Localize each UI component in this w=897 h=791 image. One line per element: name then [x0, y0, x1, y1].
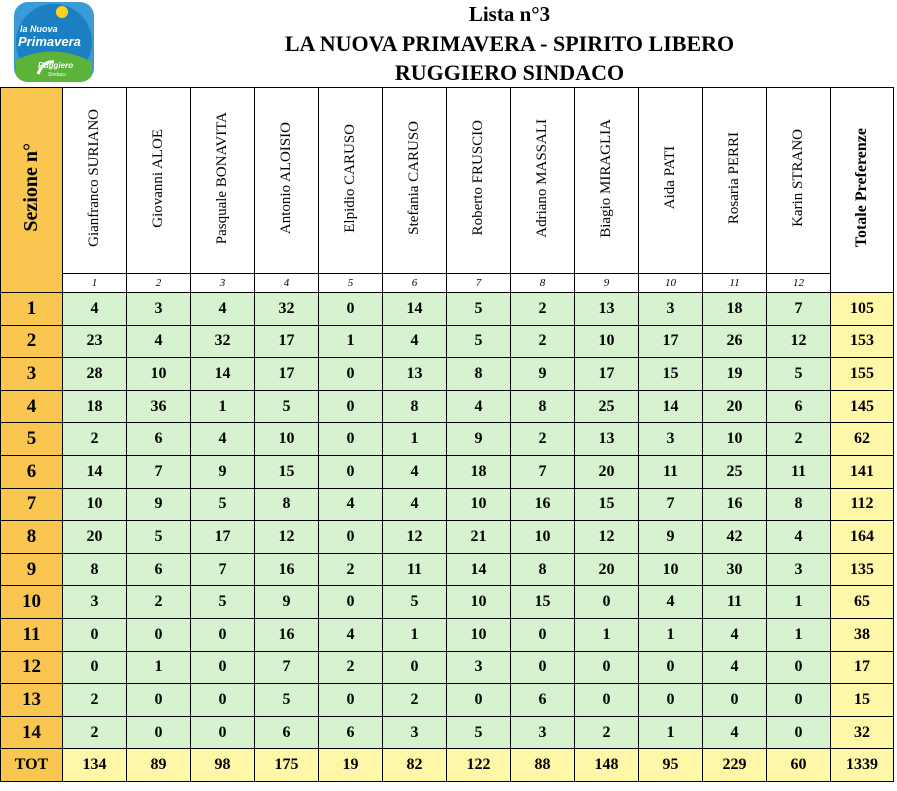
vote-cell: 8 [767, 488, 831, 521]
vote-cell: 17 [255, 358, 319, 391]
row-total: 65 [831, 586, 894, 619]
vote-cell: 15 [255, 455, 319, 488]
column-total: 122 [447, 749, 511, 782]
vote-cell: 12 [255, 521, 319, 554]
vote-cell: 3 [447, 651, 511, 684]
vote-cell: 0 [191, 684, 255, 717]
candidate-number: 9 [575, 274, 639, 293]
vote-cell: 4 [383, 488, 447, 521]
vote-cell: 32 [191, 325, 255, 358]
section-number: 9 [1, 553, 63, 586]
vote-cell: 10 [703, 423, 767, 456]
vote-cell: 20 [703, 390, 767, 423]
vote-cell: 0 [127, 716, 191, 749]
vote-cell: 5 [447, 325, 511, 358]
vote-cell: 0 [511, 618, 575, 651]
row-total: 105 [831, 293, 894, 326]
vote-cell: 0 [63, 618, 127, 651]
candidate-header [639, 88, 703, 274]
total-header [831, 88, 894, 293]
vote-cell: 0 [319, 423, 383, 456]
vote-cell: 0 [767, 651, 831, 684]
row-total: 135 [831, 553, 894, 586]
vote-cell: 6 [767, 390, 831, 423]
vote-cell: 6 [127, 553, 191, 586]
row-total: 38 [831, 618, 894, 651]
vote-cell: 0 [319, 455, 383, 488]
vote-cell: 0 [639, 651, 703, 684]
vote-cell: 13 [575, 293, 639, 326]
vote-cell: 5 [127, 521, 191, 554]
vote-cell: 0 [575, 586, 639, 619]
candidate-name: Gianfranco SURIANO [86, 109, 102, 247]
vote-cell: 6 [511, 684, 575, 717]
vote-cell: 0 [639, 684, 703, 717]
table-row [1, 390, 894, 423]
vote-cell: 13 [383, 358, 447, 391]
vote-cell: 8 [383, 390, 447, 423]
column-total: 95 [639, 749, 703, 782]
vote-cell: 2 [383, 684, 447, 717]
table-row [1, 358, 894, 391]
logo-text-4: Sindaco [48, 72, 67, 78]
totals-label: TOT [1, 749, 63, 782]
candidate-name: Rosaria PERRI [726, 131, 742, 225]
vote-cell: 0 [63, 651, 127, 684]
section-number: 1 [1, 293, 63, 326]
vote-cell: 10 [447, 618, 511, 651]
vote-cell: 14 [383, 293, 447, 326]
candidate-name: Elpidio CARUSO [342, 123, 358, 233]
vote-cell: 17 [575, 358, 639, 391]
vote-cell: 17 [255, 325, 319, 358]
vote-cell: 11 [767, 455, 831, 488]
vote-cell: 10 [255, 423, 319, 456]
table-row [1, 455, 894, 488]
candidate-header [511, 88, 575, 274]
vote-cell: 5 [447, 293, 511, 326]
vote-cell: 16 [511, 488, 575, 521]
vote-cell: 16 [255, 553, 319, 586]
vote-cell: 5 [767, 358, 831, 391]
candidate-number: 3 [191, 274, 255, 293]
vote-cell: 5 [383, 586, 447, 619]
vote-cell: 19 [703, 358, 767, 391]
vote-cell: 2 [63, 423, 127, 456]
vote-cell: 20 [63, 521, 127, 554]
section-number: 7 [1, 488, 63, 521]
vote-cell: 5 [191, 488, 255, 521]
vote-cell: 10 [63, 488, 127, 521]
vote-cell: 16 [255, 618, 319, 651]
row-total: 155 [831, 358, 894, 391]
vote-cell: 1 [639, 618, 703, 651]
vote-cell: 3 [127, 293, 191, 326]
vote-cell: 0 [575, 684, 639, 717]
section-number: 3 [1, 358, 63, 391]
candidate-name: Pasquale BONAVITA [214, 111, 230, 245]
candidate-header [447, 88, 511, 274]
vote-cell: 18 [447, 455, 511, 488]
row-total: 153 [831, 325, 894, 358]
candidate-name: Aida PATI [662, 146, 678, 210]
table-row [1, 293, 894, 326]
candidate-number: 6 [383, 274, 447, 293]
column-total: 175 [255, 749, 319, 782]
section-number: 14 [1, 716, 63, 749]
vote-cell: 7 [255, 651, 319, 684]
candidate-number: 4 [255, 274, 319, 293]
candidate-header [127, 88, 191, 274]
vote-cell: 4 [127, 325, 191, 358]
column-total: 229 [703, 749, 767, 782]
vote-cell: 13 [575, 423, 639, 456]
vote-cell: 10 [639, 553, 703, 586]
vote-cell: 4 [703, 716, 767, 749]
vote-cell: 1 [319, 325, 383, 358]
vote-cell: 15 [639, 358, 703, 391]
vote-cell: 0 [767, 684, 831, 717]
vote-cell: 36 [127, 390, 191, 423]
vote-cell: 2 [63, 716, 127, 749]
row-total: 141 [831, 455, 894, 488]
title-mayor: RUGGIERO SINDACO [394, 60, 625, 85]
vote-cell: 0 [191, 618, 255, 651]
column-total: 60 [767, 749, 831, 782]
candidate-number: 7 [447, 274, 511, 293]
vote-cell: 0 [319, 586, 383, 619]
vote-cell: 3 [383, 716, 447, 749]
column-total: 82 [383, 749, 447, 782]
vote-cell: 9 [255, 586, 319, 619]
row-total: 17 [831, 651, 894, 684]
table-row [1, 325, 894, 358]
column-total: 19 [319, 749, 383, 782]
section-number: 2 [1, 325, 63, 358]
row-total: 145 [831, 390, 894, 423]
vote-cell: 4 [639, 586, 703, 619]
candidate-number: 11 [703, 274, 767, 293]
vote-cell: 6 [255, 716, 319, 749]
vote-cell: 18 [63, 390, 127, 423]
vote-cell: 15 [575, 488, 639, 521]
vote-cell: 3 [639, 423, 703, 456]
candidate-number-row [1, 274, 894, 293]
vote-cell: 2 [511, 325, 575, 358]
section-number: 10 [1, 586, 63, 619]
vote-cell: 2 [63, 684, 127, 717]
vote-cell: 2 [319, 553, 383, 586]
vote-cell: 14 [447, 553, 511, 586]
vote-cell: 25 [575, 390, 639, 423]
vote-cell: 8 [511, 553, 575, 586]
vote-cell: 0 [383, 651, 447, 684]
title-list-number: Lista n°3 [468, 2, 551, 26]
candidate-name: Roberto FRUSCIO [470, 120, 486, 236]
vote-cell: 8 [63, 553, 127, 586]
section-number: 11 [1, 618, 63, 651]
vote-cell: 0 [447, 684, 511, 717]
vote-cell: 0 [703, 684, 767, 717]
vote-cell: 4 [383, 455, 447, 488]
section-number: 13 [1, 684, 63, 717]
vote-cell: 9 [191, 455, 255, 488]
vote-cell: 2 [127, 586, 191, 619]
candidate-name: Antonio ALOISIO [278, 121, 294, 235]
vote-cell: 7 [127, 455, 191, 488]
vote-cell: 0 [127, 618, 191, 651]
vote-cell: 7 [639, 488, 703, 521]
column-total: 98 [191, 749, 255, 782]
column-total: 134 [63, 749, 127, 782]
vote-cell: 0 [191, 651, 255, 684]
logo-text-3: Ruggiero [38, 61, 74, 70]
column-total: 88 [511, 749, 575, 782]
vote-cell: 1 [767, 618, 831, 651]
vote-cell: 2 [319, 651, 383, 684]
table-row [1, 684, 894, 717]
grand-total: 1339 [831, 749, 894, 782]
vote-cell: 21 [447, 521, 511, 554]
vote-cell: 1 [639, 716, 703, 749]
vote-cell: 0 [575, 651, 639, 684]
vote-cell: 7 [767, 293, 831, 326]
vote-cell: 12 [767, 325, 831, 358]
title-block [128, 0, 891, 87]
candidate-header [703, 88, 767, 274]
vote-cell: 3 [511, 716, 575, 749]
section-number: 5 [1, 423, 63, 456]
vote-cell: 10 [575, 325, 639, 358]
candidate-number: 2 [127, 274, 191, 293]
candidate-name: Biagio MIRAGLIA [598, 118, 614, 238]
vote-cell: 0 [767, 716, 831, 749]
vote-cell: 10 [511, 521, 575, 554]
totals-row [1, 749, 894, 782]
vote-cell: 3 [767, 553, 831, 586]
vote-cell: 17 [191, 521, 255, 554]
vote-cell: 6 [319, 716, 383, 749]
vote-cell: 1 [127, 651, 191, 684]
candidate-number: 12 [767, 274, 831, 293]
vote-cell: 4 [703, 651, 767, 684]
row-total: 112 [831, 488, 894, 521]
vote-cell: 1 [191, 390, 255, 423]
row-total: 62 [831, 423, 894, 456]
table-row [1, 423, 894, 456]
section-number: 4 [1, 390, 63, 423]
vote-cell: 3 [63, 586, 127, 619]
table-row [1, 553, 894, 586]
candidate-header [575, 88, 639, 274]
vote-cell: 4 [191, 423, 255, 456]
vote-cell: 4 [383, 325, 447, 358]
vote-cell: 28 [63, 358, 127, 391]
vote-cell: 0 [319, 390, 383, 423]
row-total: 15 [831, 684, 894, 717]
row-total: 32 [831, 716, 894, 749]
table-row [1, 651, 894, 684]
vote-cell: 32 [255, 293, 319, 326]
vote-cell: 14 [191, 358, 255, 391]
table-row [1, 618, 894, 651]
vote-cell: 20 [575, 553, 639, 586]
header [0, 0, 897, 88]
vote-cell: 10 [127, 358, 191, 391]
candidate-number: 10 [639, 274, 703, 293]
vote-cell: 4 [767, 521, 831, 554]
vote-cell: 5 [255, 684, 319, 717]
section-header [1, 88, 63, 293]
vote-cell: 15 [511, 586, 575, 619]
vote-cell: 23 [63, 325, 127, 358]
vote-cell: 20 [575, 455, 639, 488]
results-table [0, 87, 894, 782]
vote-cell: 0 [127, 684, 191, 717]
vote-cell: 4 [703, 618, 767, 651]
vote-cell: 18 [703, 293, 767, 326]
candidate-header [383, 88, 447, 274]
total-header-label: Totale Preferenze [853, 127, 870, 248]
vote-cell: 11 [383, 553, 447, 586]
vote-cell: 7 [191, 553, 255, 586]
vote-cell: 5 [447, 716, 511, 749]
section-header-label: Sezione n° [20, 143, 42, 232]
column-total: 89 [127, 749, 191, 782]
vote-cell: 3 [639, 293, 703, 326]
candidate-number: 5 [319, 274, 383, 293]
vote-cell: 9 [639, 521, 703, 554]
vote-cell: 14 [639, 390, 703, 423]
candidate-name: Giovanni ALOE [150, 128, 166, 228]
section-number: 8 [1, 521, 63, 554]
vote-cell: 0 [319, 684, 383, 717]
vote-cell: 10 [447, 586, 511, 619]
vote-cell: 17 [639, 325, 703, 358]
vote-cell: 4 [191, 293, 255, 326]
candidate-header [767, 88, 831, 274]
candidate-header [63, 88, 127, 274]
title-list-name: LA NUOVA PRIMAVERA - SPIRITO LIBERO [284, 31, 735, 56]
vote-cell: 4 [319, 488, 383, 521]
vote-cell: 8 [255, 488, 319, 521]
vote-cell: 1 [383, 618, 447, 651]
candidate-name: Karin STRANO [790, 129, 806, 227]
vote-cell: 26 [703, 325, 767, 358]
vote-cell: 9 [127, 488, 191, 521]
vote-cell: 9 [511, 358, 575, 391]
candidate-number: 1 [63, 274, 127, 293]
vote-cell: 6 [127, 423, 191, 456]
table-row [1, 488, 894, 521]
vote-cell: 5 [191, 586, 255, 619]
vote-cell: 8 [447, 358, 511, 391]
vote-cell: 1 [575, 618, 639, 651]
vote-cell: 0 [319, 358, 383, 391]
logo-text-1: la Nuova [20, 24, 58, 34]
vote-cell: 16 [703, 488, 767, 521]
table-row [1, 521, 894, 554]
candidate-name: Stefania CARUSO [406, 121, 422, 235]
vote-cell: 10 [447, 488, 511, 521]
table-row [1, 586, 894, 619]
vote-cell: 11 [703, 586, 767, 619]
vote-cell: 12 [575, 521, 639, 554]
vote-cell: 2 [575, 716, 639, 749]
vote-cell: 2 [511, 423, 575, 456]
candidate-number: 8 [511, 274, 575, 293]
vote-cell: 5 [255, 390, 319, 423]
vote-cell: 25 [703, 455, 767, 488]
column-total: 148 [575, 749, 639, 782]
vote-cell: 1 [767, 586, 831, 619]
vote-cell: 0 [191, 716, 255, 749]
candidate-header [319, 88, 383, 274]
vote-cell: 0 [319, 521, 383, 554]
vote-cell: 4 [63, 293, 127, 326]
row-total: 164 [831, 521, 894, 554]
vote-cell: 30 [703, 553, 767, 586]
vote-cell: 4 [319, 618, 383, 651]
vote-cell: 0 [319, 293, 383, 326]
vote-cell: 11 [639, 455, 703, 488]
vote-cell: 14 [63, 455, 127, 488]
vote-cell: 7 [511, 455, 575, 488]
vote-cell: 1 [383, 423, 447, 456]
vote-cell: 9 [447, 423, 511, 456]
candidate-name: Adriano MASSALI [534, 118, 550, 238]
vote-cell: 4 [447, 390, 511, 423]
vote-cell: 8 [511, 390, 575, 423]
vote-cell: 12 [383, 521, 447, 554]
section-number: 12 [1, 651, 63, 684]
header-row [1, 88, 894, 274]
logo [14, 2, 94, 82]
vote-cell: 2 [511, 293, 575, 326]
vote-cell: 0 [511, 651, 575, 684]
candidate-header [255, 88, 319, 274]
logo-text-2: Primavera [18, 34, 81, 49]
vote-cell: 2 [767, 423, 831, 456]
vote-cell: 42 [703, 521, 767, 554]
candidate-header [191, 88, 255, 274]
table-row [1, 716, 894, 749]
section-number: 6 [1, 455, 63, 488]
